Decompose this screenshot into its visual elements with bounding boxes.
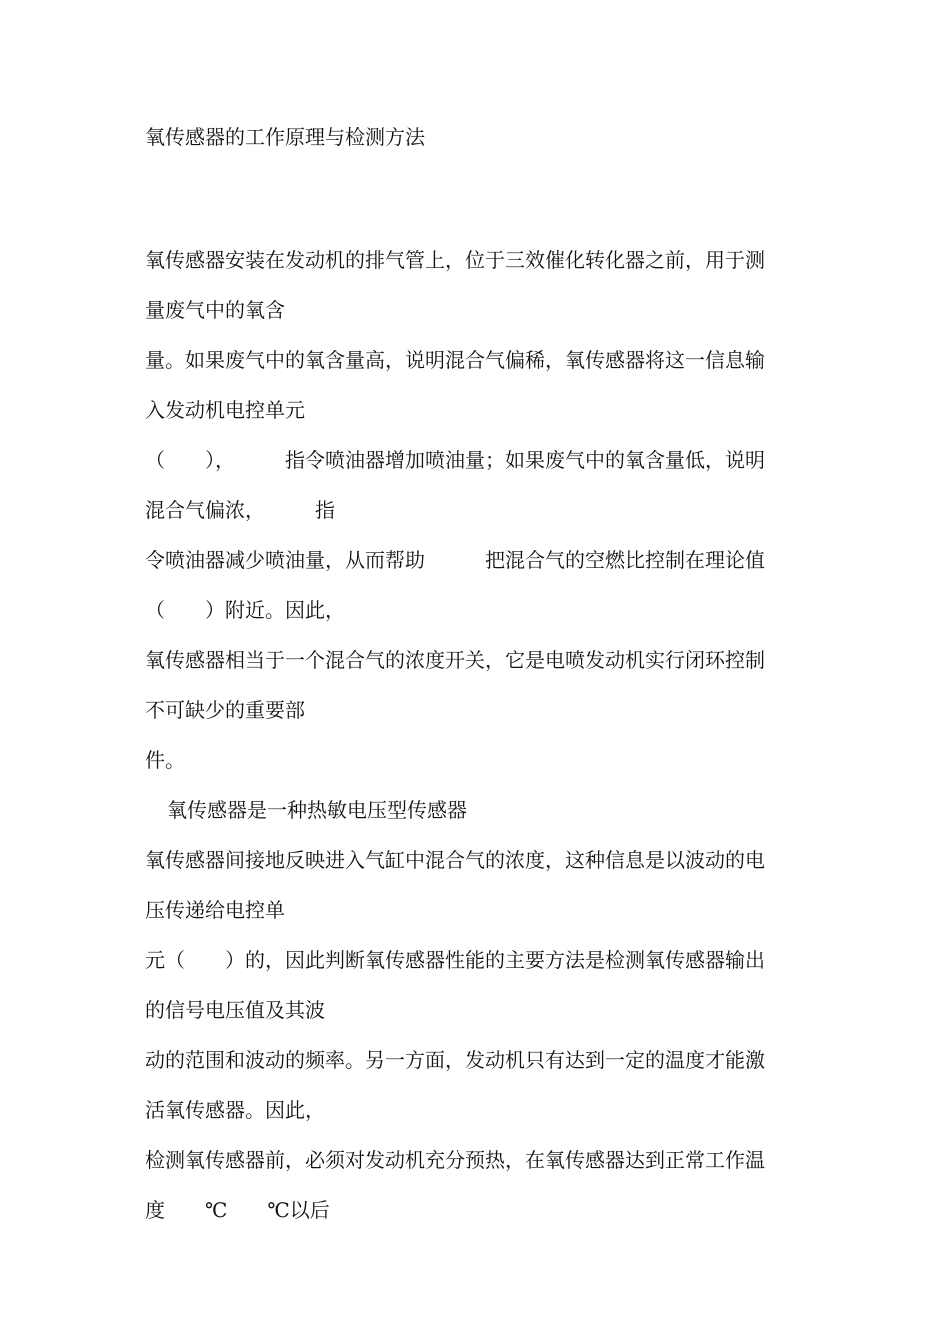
body-line: 度 ℃ ℃以后 [145, 1198, 330, 1222]
body-line: 动的范围和波动的频率。另一方面，发动机只有达到一定的温度才能激 [145, 1048, 765, 1072]
body-line: 量。如果废气中的氧含量高，说明混合气偏稀，氧传感器将这一信息输 [145, 348, 765, 372]
body-line: 氧传感器安装在发动机的排气管上，位于三效催化转化器之前，用于测 [145, 248, 765, 272]
body-line: 氧传感器相当于一个混合气的浓度开关，它是电喷发动机实行闭环控制 [145, 648, 765, 672]
body-line: 不可缺少的重要部 [145, 698, 305, 722]
body-line: 检测氧传感器前，必须对发动机充分预热，在氧传感器达到正常工作温 [145, 1148, 765, 1172]
body-line: 量废气中的氧含 [145, 298, 285, 322]
section-heading: 氧传感器是一种热敏电压型传感器 [167, 798, 467, 822]
document-title: 氧传感器的工作原理与检测方法 [145, 125, 425, 149]
body-line: （ ）， 指令喷油器增加喷油量；如果废气中的氧含量低，说明 [145, 448, 765, 472]
document-body [145, 243, 825, 1243]
body-line: 压传递给电控单 [145, 898, 285, 922]
body-line: 令喷油器减少喷油量，从而帮助 把混合气的空燃比控制在理论值 [145, 548, 765, 572]
body-line: 氧传感器间接地反映进入气缸中混合气的浓度，这种信息是以波动的电 [145, 848, 765, 872]
body-line: 的信号电压值及其波 [145, 998, 325, 1022]
body-line: 活氧传感器。因此， [145, 1098, 325, 1122]
body-line: 混合气偏浓， 指 [145, 498, 335, 522]
body-line: 元（ ）的，因此判断氧传感器性能的主要方法是检测氧传感器输出 [145, 948, 765, 972]
body-line: 件。 [145, 748, 185, 772]
body-line: 入发动机电控单元 [145, 398, 305, 422]
body-line: （ ）附近。因此， [145, 598, 345, 622]
